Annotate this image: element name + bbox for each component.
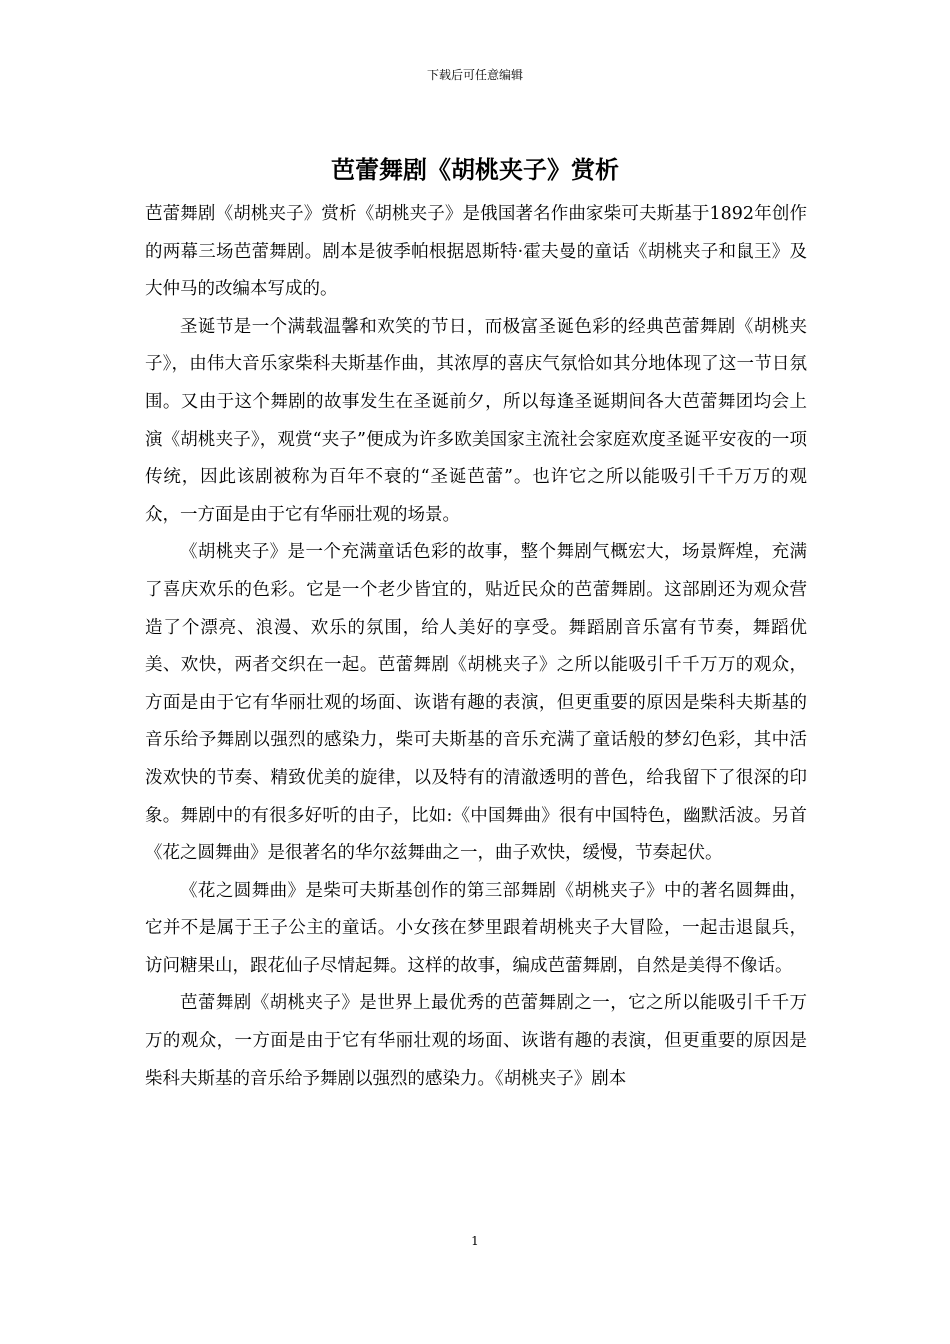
page-number: 1 xyxy=(471,1234,479,1248)
paragraph-conclusion: 芭蕾舞剧《胡桃夹子》是世界上最优秀的芭蕾舞剧之一，它之所以能吸引千千万万的观众，一方面是由于它有华丽壮观的场面、诙谐有趣的表演，但更重要的原因是柴科夫斯基的音乐给予舞剧以强烈的感染力。《胡桃夹子》剧本 xyxy=(145,993,807,1089)
paragraph-fairytale: 《胡桃夹子》是一个充满童话色彩的故事，整个舞剧气概宏大，场景辉煌，充满了喜庆欢乐的色彩。它是一个老少皆宜的，贴近民众的芭蕾舞剧。这部剧还为观众营造了个漂亮、浪漫、欢乐的氛围，给人美好的享受。舞蹈剧音乐富有节奏，舞蹈优美、欢快，两者交织在一起。芭蕾舞剧《胡桃夹子》之所以能吸引千千万万的观众，方面是由于它有华丽壮观的场面、诙谐有趣的表演，但更重要的原因是柴科夫斯基的音乐给予舞剧以强烈的感染力，柴可夫斯基的音乐充满了童话般的梦幻色彩，其中活泼欢快的节奏、精致优美的旋律，以及特有的清澈透明的普色，给我留下了很深的印象。舞剧中的有很多好听的由子，比如:《中国舞曲》很有中国特色，幽默活波。另首《花之圆舞曲》是很著名的华尔兹舞曲之一，曲子欢快，缓慢，节奏起伏。 xyxy=(145,542,807,864)
paragraph-christmas: 圣诞节是一个满载温馨和欢笑的节日，而极富圣诞色彩的经典芭蕾舞剧《胡桃夹子》，由伟大音乐家柴科夫斯基作曲，其浓厚的喜庆气氛恰如其分地体现了这一节日氛围。又由于这个舞剧的故事发生在圣诞前夕，所以每逢圣诞期间各大芭蕾舞团均会上演《胡桃夹子》，观赏“夹子”便成为许多欧美国家主流社会家庭欢度圣诞平安夜的一项传统，因此该剧被称为百年不衰的“圣诞芭蕾”。也许它之所以能吸引千千万万的观众，一方面是由于它有华丽壮观的场景。 xyxy=(145,316,807,525)
document-title: 芭蕾舞剧《胡桃夹子》赏析 xyxy=(331,156,619,184)
paragraph-waltz-of-flowers: 《花之圆舞曲》是柴可夫斯基创作的第三部舞剧《胡桃夹子》中的著名圆舞曲，它并不是属于王子公主的童话。小女孩在梦里跟着胡桃夹子大冒险，一起击退鼠兵，访问糖果山，跟花仙子尽情起舞。这样的故事，编成芭蕾舞剧，自然是美得不像话。 xyxy=(145,880,807,976)
page-header: 下载后可任意编辑 xyxy=(426,68,523,82)
document-body xyxy=(145,196,807,1098)
paragraph-intro: 芭蕾舞剧《胡桃夹子》赏析《胡桃夹子》是俄国著名作曲家柴可夫斯基于1892年创作的两幕三场芭蕾舞剧。剧本是彼季帕根据恩斯特·霍夫曼的童话《胡桃夹子和鼠王》及大仲马的改编本写成的。 xyxy=(145,204,807,300)
